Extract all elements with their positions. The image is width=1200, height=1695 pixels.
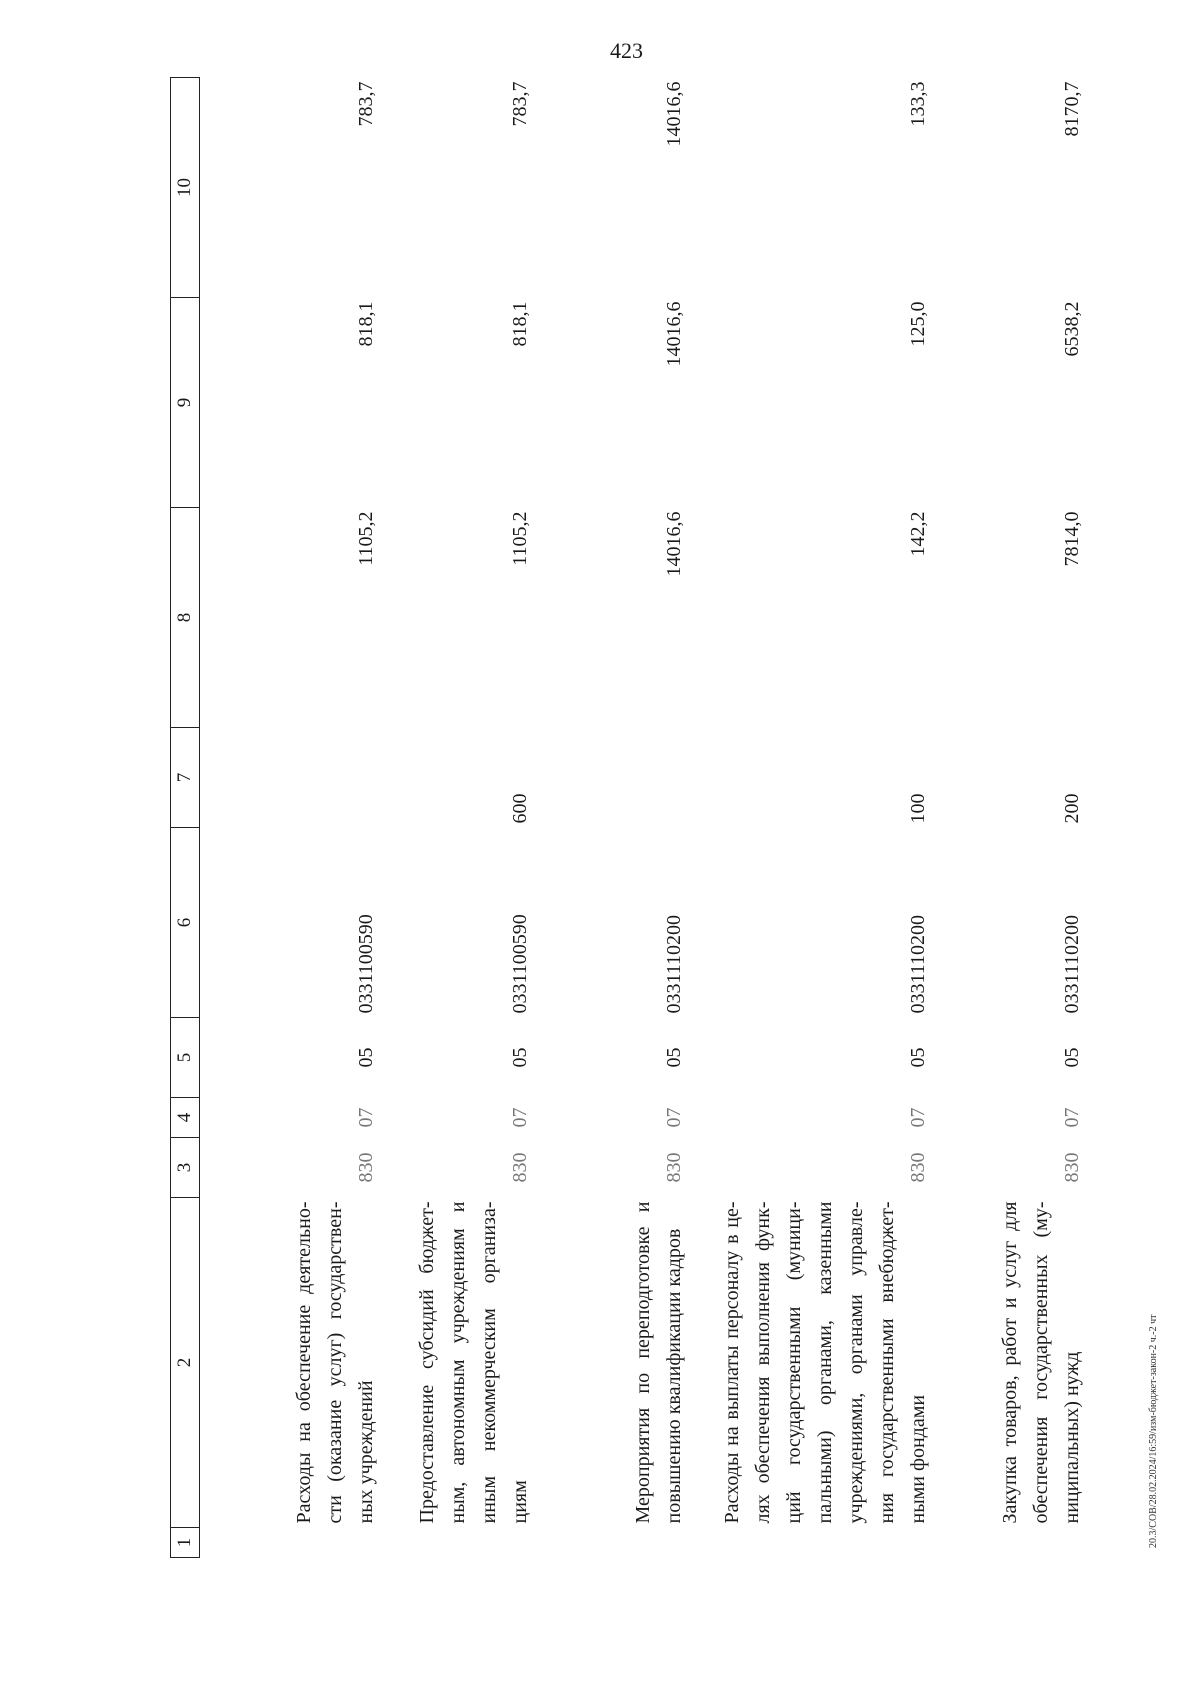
document-footer-code: 20.3/СОВ/28.02.2024/16:59/изм-бюджет-закон-2 ч.-2 чт [1148,1314,1159,1548]
cell-subsection: 05 [509,1047,531,1068]
cell-target-article: 0331110200 [1061,914,1083,1014]
cell-ministry-code: 830 [907,1152,929,1183]
cell-target-article: 0331100590 [355,914,377,1014]
header-row [171,78,200,1558]
cell-expense-type: 600 [509,793,531,824]
table-row [692,78,936,1558]
cell-target-article: 0331110200 [907,914,929,1014]
cell-section: 07 [663,1107,685,1128]
cell-empty [200,1528,385,1558]
cell-expense-type [200,728,385,828]
cell-empty [936,1528,1090,1558]
cell-empty [384,1528,538,1558]
page-number: 423 [610,38,643,63]
cell-amount-col10: 133,3 [907,81,929,127]
header-cell: 2 [171,1198,200,1528]
cell-ministry-code: 830 [1061,1152,1083,1183]
cell-description: Закупка товаров, работ и услуг для обеспечения государственных (му-ниципальных) нужд [999,1201,1083,1524]
budget-table [170,77,1090,1558]
cell-section: 07 [355,1107,377,1128]
cell-ministry-code: 830 [663,1152,685,1183]
cell-empty [538,1528,692,1558]
cell-amount-col10: 14016,6 [663,81,685,147]
cell-amount-col10: 8170,7 [1061,81,1083,137]
table-row [384,78,538,1558]
header-cell: 5 [171,1018,200,1098]
header-cell: 1 [171,1528,200,1558]
cell-amount-col8: 1105,2 [355,511,377,566]
table-row [200,78,385,1558]
cell-subsection: 05 [1061,1047,1083,1068]
header-cell: 3 [171,1138,200,1198]
cell-amount-col10: 783,7 [355,81,377,127]
cell-expense-type: 100 [907,793,929,824]
cell-amount-col8: 7814,0 [1061,511,1083,567]
header-cell: 4 [171,1098,200,1138]
cell-description: Мероприятия по переподготовке и повышению квалификации кадров [632,1201,685,1524]
cell-target-article: 0331110200 [663,914,685,1014]
table-row [936,78,1090,1558]
cell-description: Расходы на выплаты персоналу в це-лях обеспечения выполнения функ-ций государственными (муници-пальными) органами, казенными учреждениями, органами управле-ния государственными внебюджет-ными фондами [721,1201,929,1524]
cell-section: 07 [907,1107,929,1128]
cell-section: 07 [509,1107,531,1128]
cell-amount-col8: 1105,2 [509,511,531,566]
table-row [538,78,692,1558]
cell-amount-col9: 14016,6 [663,301,685,367]
cell-amount-col9: 818,1 [355,301,377,347]
cell-amount-col9: 6538,2 [1061,301,1083,357]
header-cell: 7 [171,728,200,828]
cell-empty [692,1528,936,1558]
cell-target-article: 0331100590 [509,914,531,1014]
cell-subsection: 05 [907,1047,929,1068]
cell-ministry-code: 830 [355,1152,377,1183]
cell-amount-col8: 142,2 [907,511,929,557]
cell-subsection: 05 [663,1047,685,1068]
header-cell: 8 [171,508,200,728]
cell-subsection: 05 [355,1047,377,1068]
cell-amount-col8: 14016,6 [663,511,685,577]
cell-expense-type: 200 [1061,793,1083,824]
cell-ministry-code: 830 [509,1152,531,1183]
cell-section: 07 [1061,1107,1083,1128]
header-cell: 9 [171,298,200,508]
cell-amount-col10: 783,7 [509,81,531,127]
cell-expense-type [538,728,692,828]
cell-amount-col9: 818,1 [509,301,531,347]
cell-amount-col9: 125,0 [907,301,929,347]
budget-table-container [170,78,1083,1558]
cell-description: Предоставление субсидий бюджет-ным, автономным учреждениям и иным некоммерческим организа-циям [416,1201,531,1524]
cell-description: Расходы на обеспечение деятельно-сти (оказание услуг) государствен-ных учреждений [293,1201,377,1524]
header-cell: 10 [171,78,200,298]
header-cell: 6 [171,828,200,1018]
